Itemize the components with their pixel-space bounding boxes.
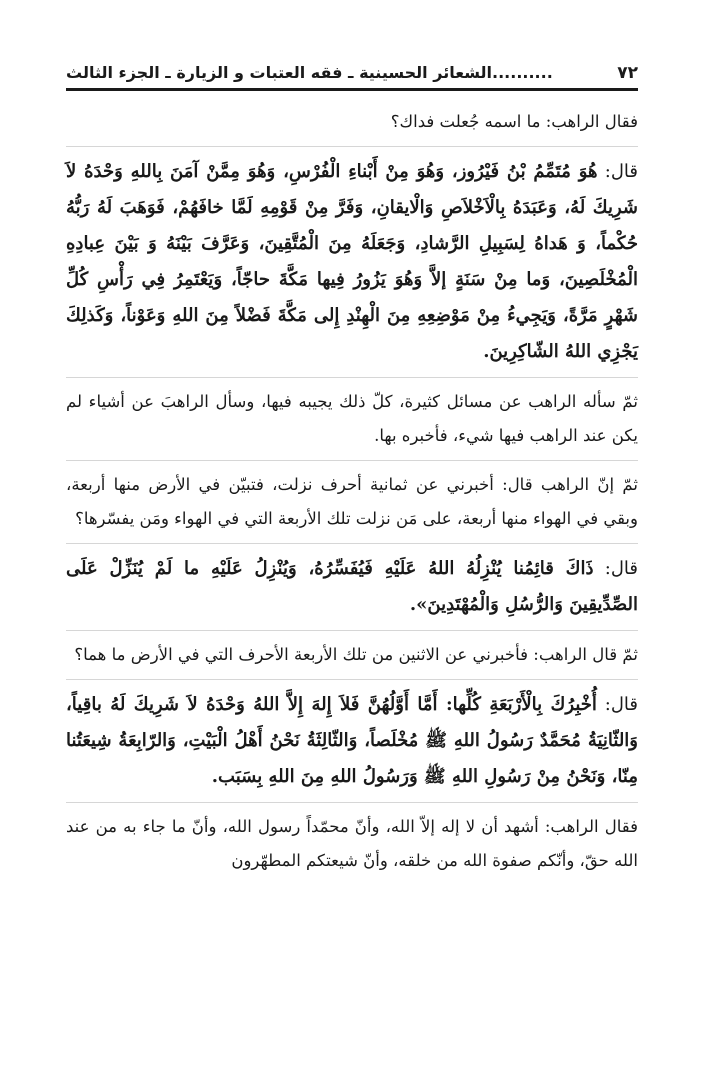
paragraph-1: [66, 105, 638, 139]
paragraph-text: فقال الراهب: أشهد أن لا إله إلاّ الله، وأنّ محمّداً رسول الله، وأنّ ما جاء به من عند الله حقّ، وأنّكم صفوة الله من خلقه، وأنّ شيعتكم المطهّرون: [66, 817, 638, 870]
paragraph-divider: [66, 802, 638, 803]
paragraph-2-quote: [66, 154, 638, 370]
running-header: [66, 62, 638, 91]
paragraph-3: [66, 385, 638, 453]
quoted-text: هُوَ مُتَمِّمُ بْنُ فَيْرُوز، وَهُوَ مِنْ أَبْناءِ الْفُرْسِ، وَهُوَ مِمَّنْ آمَنَ بِاللهِ وَحْدَهُ لاَ شَرِيكَ لَهُ، وَعَبَدَهُ بِالْاَخْلاَصِ وَالْايقانِ، وَفَرَّ مِنْ قَوْمِهِ لَمَّا خافَهُمْ، فَوَهَبَ لَهُ رَبُّهُ حُكْماً، وَ هَداهُ لِسَبِيلِ الرَّشادِ، وَجَعَلَهُ مِنَ الْمُتَّقِينَ، وَعَرَّفَ بَيْنَهُ وَ بَيْنَ عِبادِهِ الْمُخْلَصِينَ، وَما مِنْ سَنَةٍ إلاَّ وَهُوَ يَزُورُ فِيها مَكَّةَ حاجّاً، وَيَعْتَمِرُ فِي رَأْسِ كُلِّ شَهْرٍ مَرَّةً، وَيَجِيءُ مِنْ مَوْضِعِهِ مِنَ الْهِنْدِ إِلى مَكَّةَ فَضْلاً مِنَ اللهِ وَعَوْناً، وَكَذلِكَ يَجْزِي اللهُ الشّاكِرِينَ.: [66, 161, 638, 362]
speaker-lead: قال:: [593, 558, 639, 579]
speaker-lead: قال:: [596, 694, 639, 715]
paragraph-divider: [66, 146, 638, 147]
paragraph-text: ثمّ سأله الراهب عن مسائل كثيرة، كلّ ذلك يجيبه فيها، وسأل الراهبَ عن أشياء لم يكن عند الراهب فيها شيء، فأخبره بها.: [66, 392, 638, 445]
speaker-lead: قال:: [597, 161, 638, 182]
paragraph-divider: [66, 543, 638, 544]
running-title: ..........الشعائر الحسينية ـ فقه العتبات و الزيارة ـ الجزء الثالث: [66, 63, 553, 82]
paragraph-4: [66, 468, 638, 536]
quoted-text: ذَاكَ قائِمُنا يُنْزِلُهُ اللهُ عَلَيْهِ فَيُفَسِّرُهُ، وَيُنْزِلُ عَلَيْهِ ما لَمْ يُنَزِّلْ عَلَى الصِّدِّيقِينَ وَالرُّسُلِ وَالْمُهْتَدِينَ».: [66, 558, 638, 615]
paragraph-text: فقال الراهب: ما اسمه جُعلت فداك؟: [390, 112, 638, 131]
paragraph-divider: [66, 630, 638, 631]
paragraph-divider: [66, 460, 638, 461]
quoted-text: أُخْبِرُكَ بِالْأَرْبَعَةِ كُلِّها: أَمَّا أَوَّلُهُنَّ فَلاَ إِلهَ إِلاَّ اللهُ وَحْدَهُ لاَ شَرِيكَ لَهُ باقِياً، وَالثّانِيَةُ مُحَمَّدٌ رَسُولُ اللهِ ﷺ مُخْلَصاً، وَالثّالِثَةُ نَحْنُ أَهْلُ الْبَيْتِ، وَالرّابِعَةُ شِيعَتُنا مِنّا، وَنَحْنُ مِنْ رَسُولِ اللهِ ﷺ وَرَسُولُ اللهِ مِنَ اللهِ بِسَبَب.: [66, 694, 638, 787]
paragraph-text: ثمّ إنّ الراهب قال: أخبرني عن ثمانية أحرف نزلت، فتبيّن في الأرض منها أربعة، وبقي في الهواء منها أربعة، على مَن نزلت تلك الأربعة التي في الهواء ومَن يفسّرها؟: [66, 475, 638, 528]
paragraph-divider: [66, 679, 638, 680]
page-number: ٧٢: [617, 63, 638, 83]
paragraph-text: ثمّ قال الراهب: فأخبرني عن الاثنين من تلك الأربعة الأحرف التي في الأرض ما هما؟: [74, 645, 638, 664]
paragraph-7-quote: [66, 687, 638, 795]
paragraph-6: [66, 638, 638, 672]
body-text: [66, 105, 638, 878]
paragraph-8: [66, 810, 638, 878]
paragraph-divider: [66, 377, 638, 378]
paragraph-5-quote: [66, 551, 638, 623]
